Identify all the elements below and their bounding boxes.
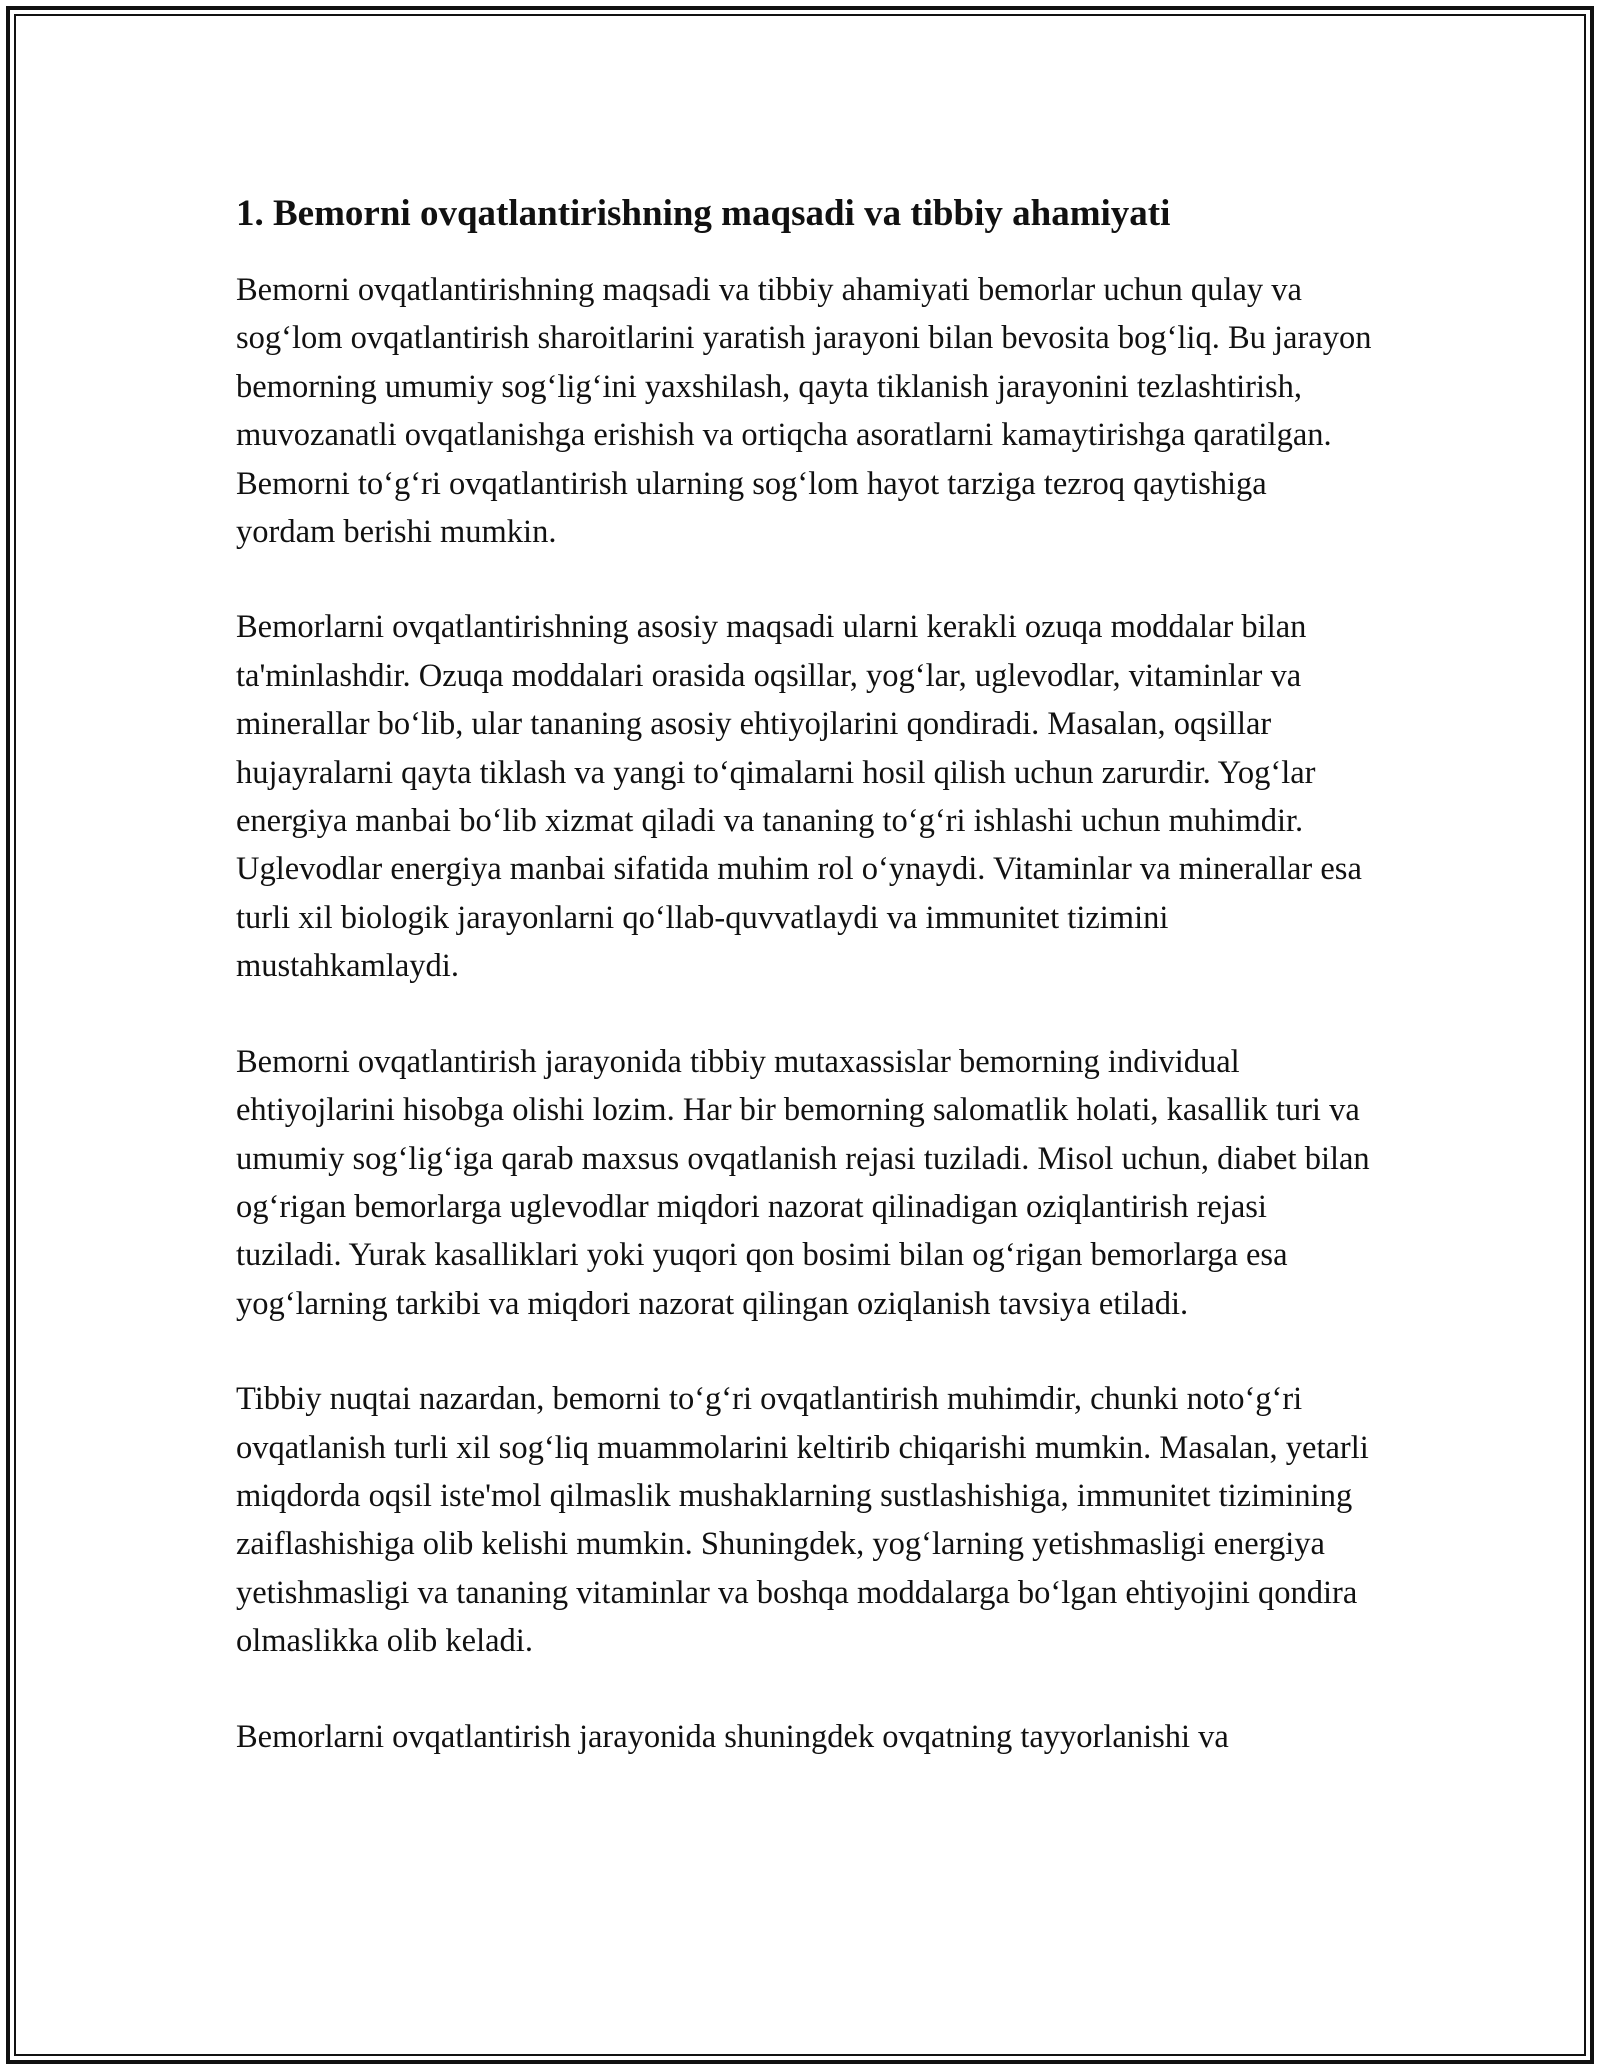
document-body xyxy=(236,188,1372,1808)
paragraph-3: Bemorni ovqatlantirish jarayonida tibbiy mutaxassislar bemorning individual ehtiyojlarini hisobga olishi lozim. Har bir bemorning salomatlik holati, kasallik turi va umumiy sog‘lig‘iga qarab maxsus ovqatlanish rejasi tuziladi. Misol uchun, diabet bilan og‘rigan bemorlarga uglevodlar miqdori nazorat qilinadigan oziqlantirish rejasi tuziladi. Yurak kasalliklari yoki yuqori qon bosimi bilan og‘rigan bemorlarga esa yog‘larning tarkibi va miqdori nazorat qilingan oziqlanish tavsiya etiladi. xyxy=(236,1043,1370,1322)
paragraph-1: Bemorni ovqatlantirishning maqsadi va tibbiy ahamiyati bemorlar uchun qulay va sog‘lom ovqatlantirish sharoitlarini yaratish jarayoni bilan bevosita bog‘liq. Bu jarayon bemorning umumiy sog‘lig‘ini yaxshilash, qayta tiklanish jarayonini tezlashtirish, muvozanatli ovqatlanishga erishish va ortiqcha asoratlarni kamaytirishga qaratilgan. Bemorni to‘g‘ri ovqatlantirish ularning sog‘lom hayot tarziga tezroq qaytishiga yordam berishi mumkin. xyxy=(236,272,1372,551)
paragraph-5: Bemorlarni ovqatlantirish jarayonida shuningdek ovqatning tayyorlanishi va xyxy=(236,1718,1229,1755)
paragraph-2: Bemorlarni ovqatlantirishning asosiy maqsadi ularni kerakli ozuqa moddalar bilan ta'minlashdir. Ozuqa moddalari orasida oqsillar, yog‘lar, uglevodlar, vitaminlar va minerallar bo‘lib, ular tananing asosiy ehtiyojlarini qondiradi. Masalan, oqsillar hujayralarni qayta tiklash va yangi to‘qimalarni hosil qilish uchun zarurdir. Yog‘lar energiya manbai bo‘lib xizmat qiladi va tananing to‘g‘ri ishlashi uchun muhimdir. Uglevodlar energiya manbai sifatida muhim rol o‘ynaydi. Vitaminlar va minerallar esa turli xil biologik jarayonlarni qo‘llab-quvvatlaydi va immunitet tizimini mustahkamlaydi. xyxy=(236,609,1362,985)
section-heading: 1. Bemorni ovqatlantirishning maqsadi va tibbiy ahamiyati xyxy=(236,193,1171,234)
paragraph-4: Tibbiy nuqtai nazardan, bemorni to‘g‘ri ovqatlantirish muhimdir, chunki noto‘g‘ri ovqatlanish turli xil sog‘liq muammolarini keltirib chiqarishi mumkin. Masalan, yetarli miqdorda oqsil iste'mol qilmaslik mushaklarning sustlashishiga, immunitet tizimining zaiflashishiga olib kelishi mumkin. Shuningdek, yog‘larning yetishmasligi energiya yetishmasligi va tananing vitaminlar va boshqa moddalarga bo‘lgan ehtiyojini qondira olmaslikka olib keladi. xyxy=(236,1381,1369,1660)
